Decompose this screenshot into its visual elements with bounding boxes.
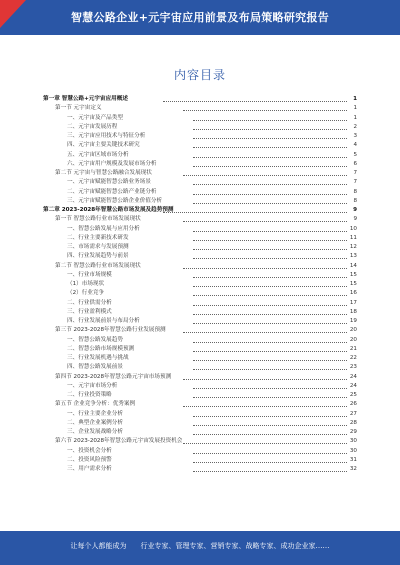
toc-subsection[interactable] [43,243,357,252]
toc-entry-text: 一、投资机会分析 [67,447,112,454]
toc-section[interactable] [43,400,357,409]
toc-page-number: 6 [353,160,357,167]
toc-entry-text: 二、元宇宙发展历程 [67,123,118,130]
toc-entry-text: 第二节 智慧公路行业市场发展现状 [55,262,141,269]
toc-subsection[interactable] [43,188,357,197]
toc-subsection[interactable] [43,225,357,234]
toc-subsection[interactable] [43,419,357,428]
toc-entry-text: 第二章 2023-2028年智慧公路市场发展及趋势预测 [43,207,174,213]
toc-page-number: 7 [353,170,357,176]
report-title: 智慧公路企业+元宇宙应用前景及布局策略研究报告 [70,11,330,24]
toc-subsection[interactable] [43,317,357,326]
toc-chapter[interactable] [43,95,357,104]
toc-subsection[interactable] [43,308,357,317]
toc-entry-text: 第六节 2023-2028年智慧公路元宇宙发展投资机会 [55,438,183,445]
toc-entry-text: 四、元宇宙主要关键技术研究 [67,142,140,149]
toc-entry-text: 一、元宇宙及产品类型 [67,114,123,121]
toc-page-number: 24 [349,373,357,380]
toc-subsection[interactable] [43,132,357,141]
toc-entry-text: 三、行业盈利模式 [67,308,112,315]
toc-section[interactable] [43,215,357,224]
dot-leader [183,221,347,222]
toc-entry-text: 三、元宇宙赋能智慧公路企业价值分析 [67,197,163,204]
dot-leader [193,258,347,259]
toc-subsection[interactable] [43,178,357,187]
toc-subsection[interactable] [43,447,357,456]
toc-entry-text: 三、行业发展机遇与挑战 [67,355,129,361]
toc-subsection[interactable] [43,456,357,465]
toc-page-number: 9 [353,216,357,223]
dot-leader [193,157,347,158]
dot-leader [193,240,347,241]
toc-entry-text: 二、元宇宙赋能智慧公路产业链分析 [67,188,157,195]
toc-subsection[interactable] [43,141,357,150]
toc-subsection[interactable] [43,289,357,298]
toc-entry-text: 三、用户需求分析 [67,466,112,472]
toc-entry-text: 第二节 元宇宙与智慧公路融合发展现状 [55,170,152,176]
toc-page-number: 31 [349,456,357,463]
toc-subsection[interactable] [43,271,357,280]
dot-leader [193,434,347,435]
toc-page-number: 17 [349,299,357,306]
toc-page-number: 14 [349,262,357,269]
toc-subsection[interactable] [43,234,357,243]
toc-entry-text: 第四节 2023-2028年智慧公路元宇宙市场预测 [55,373,172,380]
toc-subsection[interactable] [43,197,357,206]
toc-subsection[interactable] [43,280,357,289]
toc-entry-text: 一、元宇宙赋能智慧公路业务场景 [67,179,151,186]
dot-leader [183,443,347,444]
dot-leader [193,471,347,472]
toc-page-number: 9 [353,207,357,213]
toc-page-number: 15 [349,271,357,278]
toc-page-number: 20 [349,336,357,343]
toc-subsection[interactable] [43,382,357,391]
dot-leader [193,138,347,139]
toc-page-number: 20 [349,327,357,334]
dot-leader [193,277,347,278]
toc-page-number: 8 [353,197,357,204]
toc-entry-text: 二、典型企业案例分析 [67,419,123,426]
dot-leader [183,175,347,176]
toc-entry-text: 三、市场需求与发展预测 [67,244,129,250]
dot-leader [193,129,347,130]
toc-page-number: 11 [349,234,357,241]
toc-page-number: 10 [349,225,357,232]
dot-leader [193,388,347,389]
toc-page-number: 30 [349,438,357,445]
toc-page-number: 29 [349,429,357,435]
dot-leader [193,147,347,148]
toc-entry-text: 第一节 智慧公路行业市场发展现状 [55,216,141,223]
toc-subsection[interactable] [43,299,357,308]
toc-page-number: 19 [349,318,357,324]
dot-leader [163,101,347,102]
toc-subsection[interactable] [43,363,357,372]
toc-section[interactable] [43,437,357,446]
toc-page-number: 7 [353,179,357,186]
toc-section[interactable] [43,373,357,382]
toc-entry-text: 四、智慧公路发展前景 [67,364,123,371]
dot-leader [193,203,347,204]
toc-entry-text: 二、行业供需分析 [67,299,112,306]
toc-entry-text: 四、行业发展前景与布局分析 [67,318,140,324]
dot-leader [193,120,347,121]
toc-subsection[interactable] [43,345,357,354]
toc-page-number: 30 [349,447,357,454]
toc-entry-text: 一、元宇宙市场分析 [67,382,118,389]
toc-entry-text: 一、行业市场规模 [67,271,112,278]
toc-page-number: 18 [349,308,357,315]
toc-section[interactable] [43,169,357,178]
toc-subsection[interactable] [43,428,357,437]
toc-entry-text: 二、行业主要新技术研发 [67,234,129,241]
toc-entry-text: 第三节 2023-2028年智慧公路行业发展预测 [55,327,166,334]
dot-leader [193,462,347,463]
toc-page-number: 26 [349,401,357,408]
toc-entry-text: 第一章 智慧公路+元宇宙应用概述 [43,96,128,102]
dot-leader [163,212,347,213]
dot-leader [193,286,347,287]
dot-leader [193,416,347,417]
toc-entry-text: 二、投资风险预警 [67,456,112,463]
toc-page-number: 3 [353,133,357,139]
toc-page-number: 27 [349,410,357,417]
toc-entry-text: 一、智慧公路发展与应用分析 [67,225,140,232]
footer-slogan: 让每个人都能成为 行业专家、管理专家、营销专家、战略专家、成功企业家…… [70,542,330,550]
table-of-contents [43,95,357,474]
toc-entry-text: 三、企业发展战略分析 [67,429,123,435]
toc-entry-text: 六、元宇宙用户规模及发展市场分析 [67,160,157,167]
toc-heading: 内容目录 [173,68,226,82]
toc-subsection[interactable] [43,114,357,123]
dot-leader [193,323,347,324]
dot-leader [193,360,347,361]
dot-leader [193,249,347,250]
toc-subsection[interactable] [43,252,357,261]
dot-leader [193,453,347,454]
toc-page-number: 1 [353,105,357,112]
toc-page-number: 2 [353,123,357,130]
toc-chapter[interactable] [43,206,357,215]
toc-section[interactable] [43,104,357,113]
toc-page-number: 32 [349,466,357,472]
dot-leader [193,184,347,185]
toc-entry-text: 一、智慧公路发展趋势 [67,336,123,343]
toc-page-number: 5 [353,151,357,158]
toc-subsection[interactable] [43,354,357,363]
toc-entry-text: 四、行业发展趋势与前景 [67,253,129,260]
toc-page-number: 8 [353,188,357,195]
dot-leader [193,369,347,370]
toc-entry-text: 第一节 元宇宙定义 [55,105,102,112]
dot-leader [193,425,347,426]
dot-leader [193,351,347,352]
toc-entry-text: 二、智慧公路市场规模预测 [67,345,135,352]
toc-page-number: 23 [349,364,357,371]
toc-page-number: 21 [349,345,357,352]
dot-leader [193,305,347,306]
dot-leader [193,342,347,343]
toc-section[interactable] [43,326,357,335]
toc-subsection[interactable] [43,391,357,400]
dot-leader [193,231,347,232]
dot-leader [183,379,347,380]
dot-leader [193,295,347,296]
dot-leader [183,406,347,407]
dot-leader [193,314,347,315]
toc-entry-text: 三、元宇宙应用技术与特征分析 [67,133,146,139]
dot-leader [183,110,347,111]
header-banner [0,0,400,35]
toc-page-number: 28 [349,419,357,426]
dot-leader [193,194,347,195]
toc-subsection[interactable] [43,410,357,419]
toc-page-number: 25 [349,392,357,398]
toc-subsection[interactable] [43,160,357,169]
toc-entry-text: 第五节 企业竞争分析：优秀案例 [55,401,136,408]
toc-subsection[interactable] [43,465,357,474]
toc-entry-text: （2）行业竞争 [67,290,105,297]
toc-section[interactable] [43,262,357,271]
toc-page-number: 13 [349,253,357,260]
footer-banner [0,531,400,565]
toc-page-number: 16 [349,290,357,297]
toc-page-number: 15 [349,281,357,287]
toc-entry-text: 一、行业主要企业分析 [67,410,123,417]
toc-page-number: 4 [353,142,357,149]
toc-page-number: 22 [349,355,357,361]
toc-subsection[interactable] [43,151,357,160]
toc-entry-text: 五、元宇宙区域市场分析 [67,151,129,158]
toc-page-number: 24 [349,382,357,389]
toc-page-number: 12 [349,244,357,250]
toc-page-number: 1 [353,114,357,121]
toc-page-number: 1 [353,96,357,102]
dot-leader [193,397,347,398]
dot-leader [193,166,347,167]
toc-entry-text: 二、行业投资策略 [67,392,112,398]
toc-subsection[interactable] [43,123,357,132]
dot-leader [183,332,347,333]
toc-subsection[interactable] [43,336,357,345]
toc-entry-text: （1）市场现状 [67,281,105,287]
dot-leader [183,268,347,269]
